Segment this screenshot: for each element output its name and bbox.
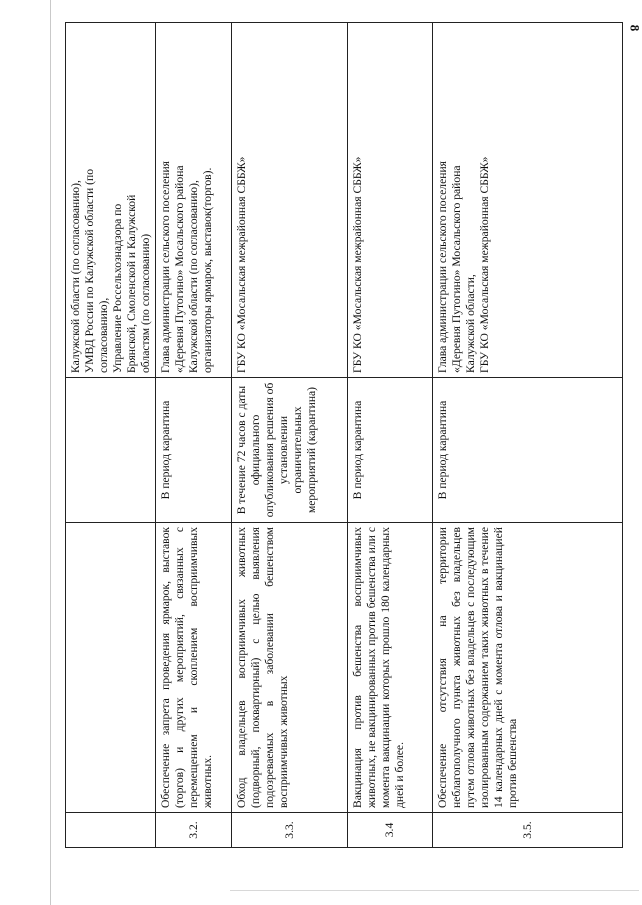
- deadline-cell: В течение 72 часов с даты официального опубликования решения об установлении ограничительных мероприятий (карантина): [232, 378, 348, 523]
- scan-edge-line: [50, 0, 51, 905]
- responsible-line: Управление Россельхознадзора по: [110, 203, 124, 373]
- responsible-line: УМВД России по Калужской области (по: [82, 168, 96, 373]
- responsible-line: ГБУ КО «Мосальская межрайонная СББЖ»: [351, 156, 365, 373]
- row-number-cell: [66, 813, 156, 848]
- row-number-cell: 3.3.: [232, 813, 348, 848]
- responsible-line: областям (по согласованию): [138, 233, 152, 373]
- responsible-cell: [433, 23, 623, 378]
- table-row: [433, 23, 623, 848]
- scan-bottom-line: [230, 890, 639, 891]
- deadline-cell: В период карантина: [348, 378, 433, 523]
- measure-description-cell: Обход владельцев восприимчивых животных (подворный, поквартирный) с целью выявления подозреваемых в заболевании бешенством восприимчивых животных: [232, 523, 348, 813]
- table-row: [232, 23, 348, 848]
- responsible-line: Калужской области (по согласованию),: [69, 180, 82, 373]
- deadline-cell: В период карантина: [433, 378, 623, 523]
- responsible-line: Брянской, Смоленской и Калужской: [124, 194, 138, 373]
- table-row: [66, 23, 156, 848]
- row-number-cell: 3.4: [348, 813, 433, 848]
- responsible-cell: [66, 23, 156, 378]
- responsible-cell: [156, 23, 232, 378]
- responsible-line: «Деревня Путогино» Мосальского района: [173, 165, 187, 373]
- responsible-line: ГБУ КО «Мосальская межрайонная СББЖ»: [235, 156, 249, 373]
- responsible-line: Калужской области,: [464, 274, 478, 373]
- measure-description-cell: Обеспечение отсутствия на территории неблагополучного пункта животных без владельцев путем отлова животных без владельцев с последующим изолированным содержанием таких животных в течение 14 календарных дней с момента отлова и вакцинацией против бешенства: [433, 523, 623, 813]
- measure-description-cell: Вакцинация против бешенства восприимчивых животных, не вакцинированных против бешенства или с момента вакцинации которых прошло 180 календарных дней и более.: [348, 523, 433, 813]
- measures-table: [65, 22, 623, 848]
- responsible-line: «Деревня Путогино» Мосальского района: [450, 165, 464, 373]
- measure-description-cell: [66, 523, 156, 813]
- responsible-line: Глава администрации сельского поселения: [436, 161, 450, 373]
- deadline-cell: [66, 378, 156, 523]
- responsible-cell: [348, 23, 433, 378]
- row-number-cell: 3.5.: [433, 813, 623, 848]
- responsible-line: Глава администрации сельского поселения: [159, 161, 173, 373]
- row-number-cell: 3.2.: [156, 813, 232, 848]
- responsible-line: организаторы ярмарок, выставок(торгов).: [201, 167, 215, 373]
- responsible-line: согласованию),: [96, 297, 110, 373]
- responsible-line: ГБУ КО «Мосальская межрайонная СББЖ»: [478, 156, 492, 373]
- table-row: [156, 23, 232, 848]
- rotated-page: [65, 23, 615, 848]
- measure-description-cell: Обеспечение запрета проведения ярмарок, выставок (торгов) и других мероприятий, связанных с перемещением и скоплением восприимчивых животных.: [156, 523, 232, 813]
- page-number: 8: [626, 24, 642, 32]
- deadline-cell: В период карантина: [156, 378, 232, 523]
- responsible-line: Калужской области (по согласованию),: [187, 180, 201, 373]
- table-row: [348, 23, 433, 848]
- responsible-cell: [232, 23, 348, 378]
